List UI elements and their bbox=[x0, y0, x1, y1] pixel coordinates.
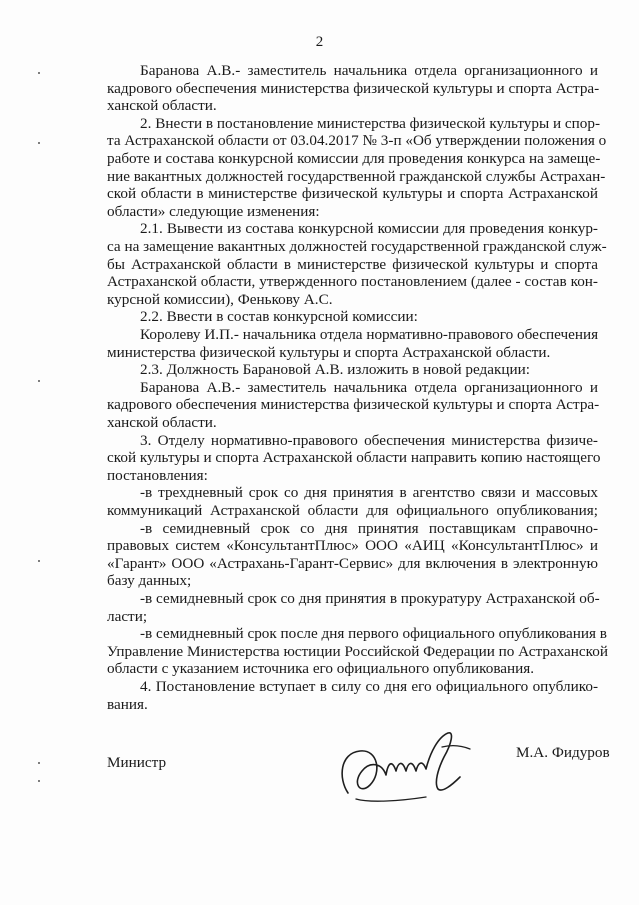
scan-dot bbox=[38, 142, 40, 144]
text-line: базу данных; bbox=[107, 572, 192, 590]
page-number: 2 bbox=[315, 34, 324, 50]
text-line: Астраханской области, утвержденного постановлением (далее - состав кон- bbox=[107, 273, 598, 291]
scan-dot bbox=[38, 780, 40, 782]
text-line: вания. bbox=[107, 695, 148, 713]
signatory-name: М.А. Фидуров bbox=[516, 744, 610, 762]
text-line: бы Астраханской области в министерстве физической культуры и спорта bbox=[107, 255, 598, 273]
text-line: ской культуры и спорта Астраханской области направить копию настоящего bbox=[107, 449, 601, 467]
text-line: министерства физической культуры и спорта Астраханской области. bbox=[107, 343, 551, 361]
text-line: области с указанием источника его официального опубликования. bbox=[107, 660, 535, 678]
text-line: ханской области. bbox=[107, 414, 217, 431]
scan-dot bbox=[38, 560, 40, 562]
text-line: 2. Внести в постановление министерства физической культуры и спор- bbox=[140, 114, 601, 132]
text-line: 2.2. Ввести в состав конкурсной комиссии: bbox=[140, 308, 418, 326]
text-line: работе и состава конкурсной комиссии для проведения конкурса на замеще- bbox=[107, 150, 601, 167]
text-line: Баранова А.В.- заместитель начальника отдела организационного и bbox=[140, 378, 598, 396]
text-line: постановления: bbox=[107, 466, 208, 484]
scan-dot bbox=[38, 762, 40, 764]
signatory-title: Министр bbox=[107, 754, 167, 772]
text-line: ние вакантных должностей государственной гражданской службы Астрахан- bbox=[107, 167, 606, 185]
text-line: кадрового обеспечения министерства физической культуры и спорта Астра- bbox=[107, 79, 600, 97]
text-line: -в семидневный срок со дня принятия поставщикам справочно- bbox=[140, 519, 598, 537]
text-line: -в семидневный срок со дня принятия в прокуратуру Астраханской об- bbox=[140, 590, 600, 607]
text-line: правовых систем «КонсультантПлюс» ООО «АИЦ «КонсультантПлюс» и bbox=[107, 537, 598, 555]
text-line: 4. Постановление вступает в силу со дня его официального опублико- bbox=[140, 678, 598, 695]
handwritten-signature bbox=[330, 723, 490, 813]
text-line: са на замещение вакантных должностей государственной гражданской служ- bbox=[107, 238, 607, 255]
text-line: кадрового обеспечения министерства физической культуры и спорта Астра- bbox=[107, 396, 600, 414]
text-line: области» следующие изменения: bbox=[107, 202, 320, 220]
text-line: Управление Министерства юстиции Российской Федерации по Астраханской bbox=[107, 642, 608, 660]
text-line: -в семидневный срок после дня первого официального опубликования в bbox=[140, 625, 607, 643]
text-line: 2.1. Вывести из состава конкурсной комиссии для проведения конкур- bbox=[140, 220, 598, 238]
text-line: 3. Отделу нормативно-правового обеспечения министерства физиче- bbox=[140, 431, 598, 449]
scan-dot bbox=[38, 380, 40, 382]
text-line: та Астраханской области от 03.04.2017 № 3-п «Об утверждении положения о bbox=[107, 132, 607, 150]
text-line: Баранова А.В.- заместитель начальника отдела организационного и bbox=[140, 62, 598, 79]
text-line: ласти; bbox=[107, 607, 148, 625]
text-line: «Гарант» ООО «Астрахань-Гарант-Сервис» для включения в электронную bbox=[107, 554, 598, 572]
text-line: ханской области. bbox=[107, 97, 217, 115]
scan-dot bbox=[38, 72, 40, 74]
text-line: коммуникаций Астраханской области для официального опубликования; bbox=[107, 502, 598, 519]
text-line: курсной комиссии), Фенькову А.С. bbox=[107, 290, 333, 308]
text-line: -в трехдневный срок со дня принятия в агентство связи и массовых bbox=[140, 484, 598, 502]
text-line: 2.3. Должность Барановой А.В. изложить в новой редакции: bbox=[140, 361, 530, 379]
text-line: Королеву И.П.- начальника отдела нормативно-правового обеспечения bbox=[140, 326, 599, 343]
text-line: ской области в министерстве физической культуры и спорта Астраханской bbox=[107, 185, 598, 203]
